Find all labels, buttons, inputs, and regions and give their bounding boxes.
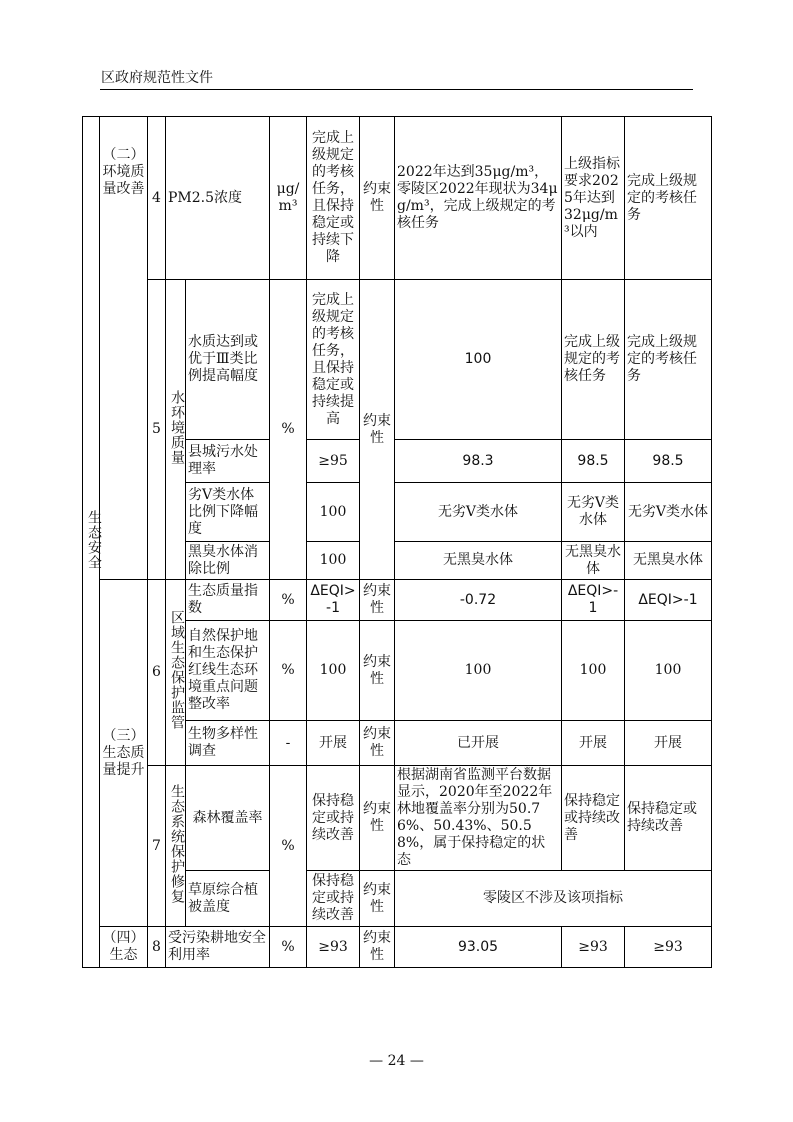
unit-cell: %: [270, 580, 307, 621]
nature-cell: 约束性: [360, 871, 395, 927]
section-cell: [100, 927, 148, 968]
nature-cell: 约束性: [360, 721, 395, 766]
nature-cell: 约束性: [360, 580, 395, 621]
section-label: （四）生态: [102, 930, 145, 963]
upper-target-cell: 无黑臭水体: [562, 542, 625, 580]
target-cell: 100: [307, 542, 360, 580]
row-number: 8: [148, 927, 166, 968]
indicator-name: 草原综合植被盖度: [186, 871, 270, 927]
target-cell: 完成上级规定的考核任务，且保持稳定或持续下降: [307, 117, 360, 280]
header-rule: [100, 89, 693, 90]
upper-target-cell: 100: [562, 621, 625, 721]
goal-cell: 完成上级规定的考核任务: [625, 117, 712, 280]
indicator-name: 县城污水处理率: [186, 440, 270, 483]
target-cell: ≥93: [307, 927, 360, 968]
table-row: [83, 280, 712, 440]
row-number: 7: [148, 766, 166, 927]
group-cell: [166, 766, 186, 927]
current-status-cell: 100: [395, 280, 562, 440]
category-cell: [83, 117, 100, 968]
current-status-cell: 2022年达到35μg/m³，零陵区2022年现状为34μg/m³，完成上级规定的考核任务: [395, 117, 562, 280]
upper-target-cell: ≥93: [562, 927, 625, 968]
unit-cell: %: [270, 280, 307, 580]
goal-cell: 100: [625, 621, 712, 721]
section-label: （三）生态质量提升: [102, 727, 145, 778]
current-status-cell: 无劣Ⅴ类水体: [395, 483, 562, 542]
goal-cell: 保持稳定或持续改善: [625, 766, 712, 871]
indicator-name: 生物多样性调查: [186, 721, 270, 766]
row-number: 5: [148, 280, 166, 580]
indicator-name: PM2.5浓度: [166, 117, 270, 280]
table-row: [83, 117, 712, 280]
row-number: 6: [148, 580, 166, 766]
target-cell: 开展: [307, 721, 360, 766]
category-label: 生态安全: [86, 509, 102, 570]
nature-cell: 约束性: [360, 766, 395, 871]
group-label: 水环境质量: [169, 389, 185, 465]
section-label: （二）环境质量改善: [102, 147, 145, 197]
unit-cell: %: [270, 927, 307, 968]
target-cell: 100: [307, 483, 360, 542]
indicator-name: 自然保护地和生态保护红线生态环境重点问题整改率: [186, 621, 270, 721]
upper-target-cell: 98.5: [562, 440, 625, 483]
table-row: [83, 766, 712, 871]
goal-cell: 无劣Ⅴ类水体: [625, 483, 712, 542]
current-status-cell: 93.05: [395, 927, 562, 968]
goal-cell: 完成上级规定的考核任务: [625, 280, 712, 440]
section-cell: [100, 117, 148, 580]
indicator-name: 黑臭水体消除比例: [186, 542, 270, 580]
upper-target-cell: 上级指标要求2025年达到32μg/m³以内: [562, 117, 625, 280]
indicator-name: 森林覆盖率: [186, 766, 270, 871]
nature-cell: 约束性: [360, 621, 395, 721]
indicator-name: 水质达到或优于Ⅲ类比例提高幅度: [186, 280, 270, 440]
current-status-cell: 98.3: [395, 440, 562, 483]
target-cell: 保持稳定或持续改善: [307, 766, 360, 871]
table-row: [83, 927, 712, 968]
target-cell: 完成上级规定的考核任务，且保持稳定或持续提高: [307, 280, 360, 440]
nature-cell: 约束性: [360, 117, 395, 280]
indicator-name: 生态质量指数: [186, 580, 270, 621]
upper-target-cell: 完成上级规定的考核任务: [562, 280, 625, 440]
current-status-cell: 100: [395, 621, 562, 721]
target-cell: 100: [307, 621, 360, 721]
unit-cell: %: [270, 621, 307, 721]
goal-cell: 无黑臭水体: [625, 542, 712, 580]
section-cell: [100, 580, 148, 927]
goal-cell: 98.5: [625, 440, 712, 483]
group-label: 生态系统保护修复: [169, 783, 185, 904]
upper-target-cell: 开展: [562, 721, 625, 766]
goal-cell: 开展: [625, 721, 712, 766]
goal-cell: ≥93: [625, 927, 712, 968]
upper-target-cell: 无劣Ⅴ类水体: [562, 483, 625, 542]
indicator-table: [82, 116, 712, 968]
target-cell: ≥95: [307, 440, 360, 483]
group-cell: [166, 280, 186, 580]
current-status-cell: 无黑臭水体: [395, 542, 562, 580]
upper-target-cell: ΔEQI>-1: [562, 580, 625, 621]
target-cell: ΔEQI>-1: [307, 580, 360, 621]
group-label: 区域生态保护监管: [169, 610, 185, 730]
current-status-cell: 已开展: [395, 721, 562, 766]
group-cell: [166, 580, 186, 766]
nature-cell: 约束性: [360, 280, 395, 580]
unit-cell: -: [270, 721, 307, 766]
current-status-cell: 根据湖南省监测平台数据显示，2020年至2022年林地覆盖率分别为50.76%、50.43%、50.58%，属于保持稳定的状态: [395, 766, 562, 871]
page-number: — 24 —: [369, 1053, 424, 1069]
goal-cell: ΔEQI>-1: [625, 580, 712, 621]
target-cell: 保持稳定或持续改善: [307, 871, 360, 927]
unit-cell: %: [270, 766, 307, 927]
nature-cell: 约束性: [360, 927, 395, 968]
merged-note-cell: 零陵区不涉及该项指标: [395, 871, 712, 927]
document-header: 区政府规范性文件: [101, 70, 213, 86]
row-number: 4: [148, 117, 166, 280]
upper-target-cell: 保持稳定或持续改善: [562, 766, 625, 871]
unit-cell: μg/m³: [270, 117, 307, 280]
current-status-cell: -0.72: [395, 580, 562, 621]
table-row: [83, 580, 712, 621]
indicator-name: 受污染耕地安全利用率: [166, 927, 270, 968]
indicator-name: 劣Ⅴ类水体比例下降幅度: [186, 483, 270, 542]
